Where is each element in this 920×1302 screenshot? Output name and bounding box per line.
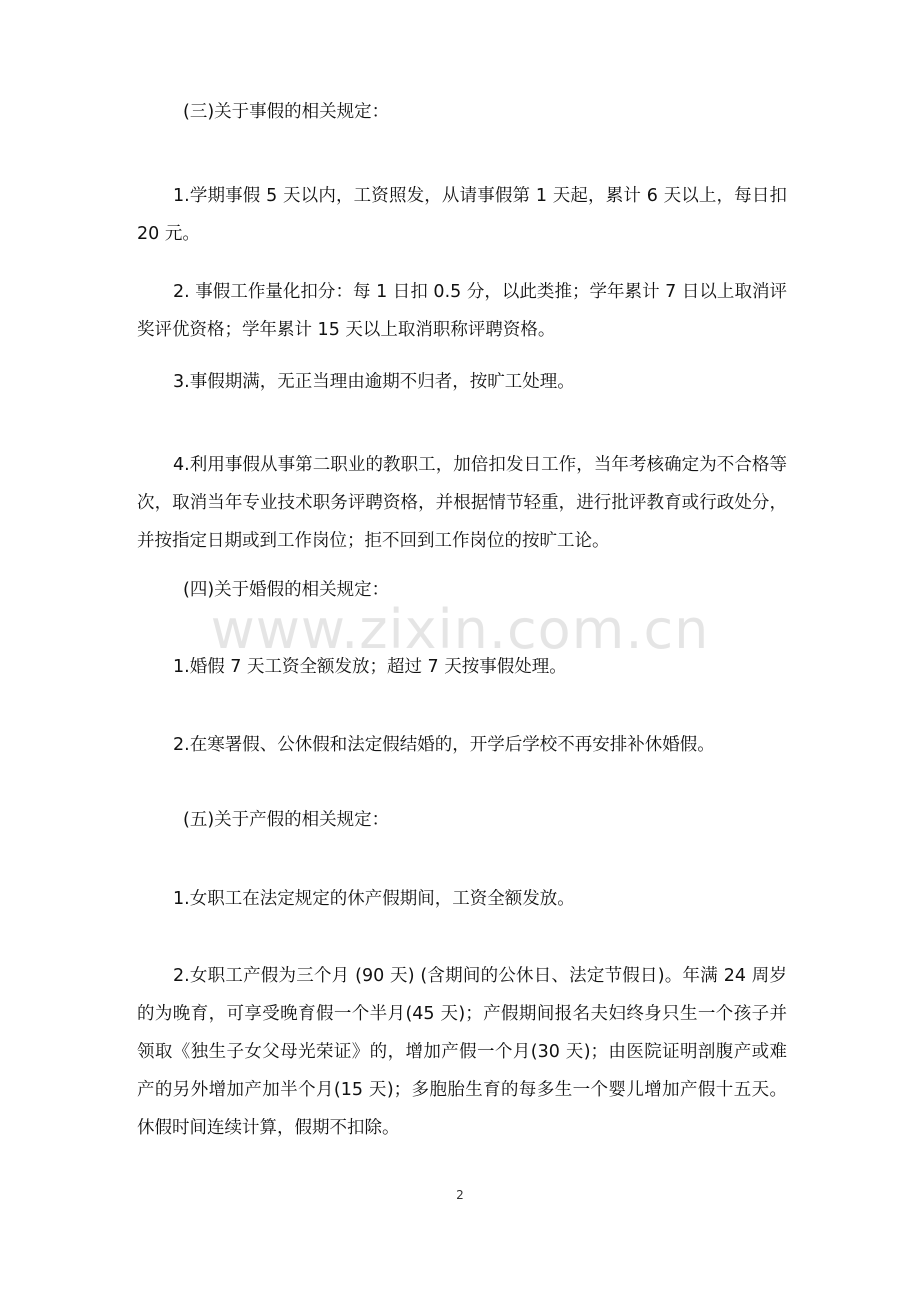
- page-number: 2: [456, 1188, 464, 1202]
- paragraph-maternity-leave-1: 1.女职工在法定规定的休产假期间，工资全额发放。: [173, 889, 575, 909]
- paragraph-personal-leave-2: 2. 事假工作量化扣分：每 1 日扣 0.5 分，以此类推；学年累计 7 日以上取消评奖评优资格；学年累计 15 天以上取消职称评聘资格。: [137, 282, 787, 340]
- watermark: www.zixin.com.cn: [210, 598, 710, 661]
- section-heading-personal-leave: (三)关于事假的相关规定：: [183, 102, 390, 122]
- paragraph-marriage-leave-2: 2.在寒署假、公休假和法定假结婚的，开学后学校不再安排补休婚假。: [173, 735, 715, 755]
- section-heading-maternity-leave: (五)关于产假的相关规定：: [183, 810, 390, 830]
- section-heading-marriage-leave: (四)关于婚假的相关规定：: [183, 580, 390, 600]
- paragraph-marriage-leave-1: 1.婚假 7 天工资全额发放；超过 7 天按事假处理。: [173, 657, 567, 677]
- paragraph-maternity-leave-2: 2.女职工产假为三个月 (90 天) (含期间的公休日、法定节假日)。年满 24 周岁的为晚育，可享受晚育假一个半月(45 天)；产假期间报名夫妇终身只生一个孩子并领取《独生子女父母光荣证》的，增加产假一个月(30 天)；由医院证明剖腹产或难产的另外增加产加半个月(15 天)；多胞胎生育的每多生一个婴儿增加产假十五天。休假时间连续计算，假期不扣除。: [137, 966, 787, 1138]
- paragraph-personal-leave-3: 3.事假期满，无正当理由逾期不归者，按旷工处理。: [173, 372, 575, 392]
- paragraph-personal-leave-1: 1.学期事假 5 天以内，工资照发，从请事假第 1 天起，累计 6 天以上，每日扣 20 元。: [137, 186, 787, 244]
- paragraph-personal-leave-4: 4.利用事假从事第二职业的教职工，加倍扣发日工作，当年考核确定为不合格等次，取消当年专业技术职务评聘资格，并根据情节轻重，进行批评教育或行政处分，并按指定日期或到工作岗位；拒不回到工作岗位的按旷工论。: [137, 455, 787, 551]
